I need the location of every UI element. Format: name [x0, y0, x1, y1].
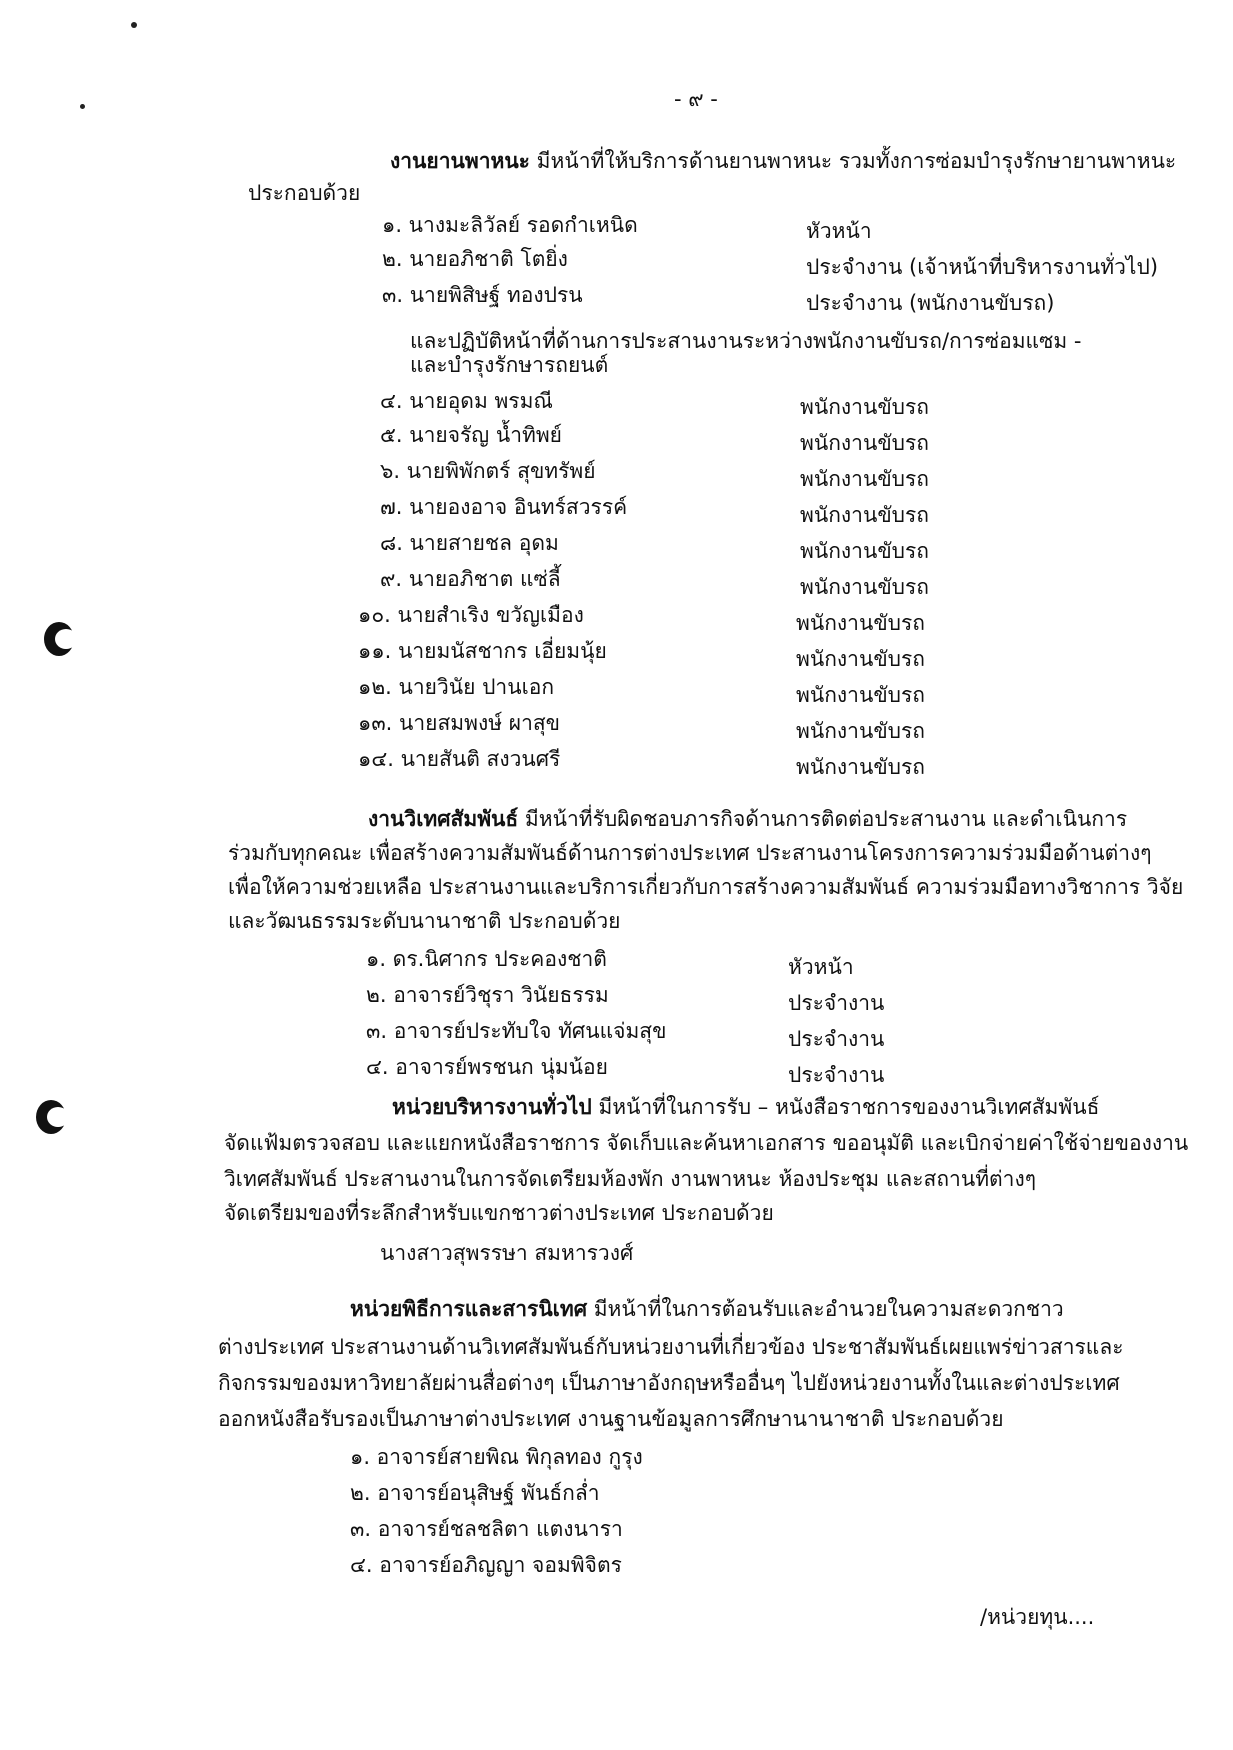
scan-dot: [80, 104, 85, 109]
general-body-line: จัดเตรียมของที่ระลึกสำหรับแขกชาวต่างประเทศ ประกอบด้วย: [224, 1201, 774, 1225]
driver-role: พนักงานขับรถ: [796, 647, 925, 671]
vehicle-member-name: ๓. นายพิสิษฐ์ ทองปรน: [382, 283, 583, 307]
driver-name: ๑๒. นายวินัย ปานเอก: [358, 675, 555, 699]
general-intro: [392, 1094, 1099, 1120]
driver-name: ๑๔. นายสันติ สงวนศรี: [358, 747, 561, 771]
driver-name: ๑๐. นายสำเริง ขวัญเมือง: [358, 603, 584, 627]
protocol-body-line: ต่างประเทศ ประสานงานด้านวิเทศสัมพันธ์กับหน่วยงานที่เกี่ยวข้อง ประชาสัมพันธ์เผยแพร่ข่าวสารและ: [218, 1335, 1124, 1359]
foreign-member-role: ประจำงาน: [788, 1027, 885, 1051]
driver-role: พนักงานขับรถ: [796, 611, 925, 635]
protocol-title: หน่วยพิธีการและสารนิเทศ: [350, 1297, 588, 1321]
driver-role: พนักงานขับรถ: [800, 503, 929, 527]
protocol-intro-text: มีหน้าที่ในการต้อนรับและอำนวยในความสะดวกชาว: [593, 1297, 1064, 1321]
vehicle-note: และบำรุงรักษารถยนต์: [410, 353, 609, 377]
binder-hole-icon: [44, 622, 74, 656]
vehicle-member-name: ๑. นางมะลิวัลย์ รอดกำเหนิด: [382, 213, 638, 237]
driver-role: พนักงานขับรถ: [800, 431, 929, 455]
driver-role: พนักงานขับรถ: [800, 467, 929, 491]
foreign-member-role: หัวหน้า: [788, 955, 854, 979]
driver-name: ๙. นายอภิชาต แซ่ลี้: [380, 567, 561, 591]
protocol-intro: [350, 1296, 1064, 1322]
foreign-member-name: ๑. ดร.นิศากร ประคองชาติ: [366, 947, 607, 971]
driver-name: ๗. นายองอาจ อินทร์สวรรค์: [380, 495, 628, 519]
page-number: - ๙ -: [674, 87, 718, 111]
protocol-body-line: กิจกรรมของมหาวิทยาลัยผ่านสื่อต่างๆ เป็นภาษาอังกฤษหรืออื่นๆ ไปยังหน่วยงานทั้งในและต่างประเทศ: [218, 1371, 1120, 1395]
general-title: หน่วยบริหารงานทั่วไป: [392, 1095, 592, 1119]
scan-dot: [131, 22, 137, 28]
driver-role: พนักงานขับรถ: [800, 539, 929, 563]
protocol-member-name: ๓. อาจารย์ชลชลิตา แตงนารา: [350, 1517, 623, 1541]
protocol-member-name: ๒. อาจารย์อนุสิษฐ์ พันธ์กล่ำ: [350, 1481, 600, 1505]
foreign-member-role: ประจำงาน: [788, 1063, 885, 1087]
vehicle-title: งานยานพาหนะ: [390, 149, 530, 173]
foreign-intro-text: มีหน้าที่รับผิดชอบภารกิจด้านการติดต่อประสานงาน และดำเนินการ: [524, 807, 1128, 831]
protocol-body-line: ออกหนังสือรับรองเป็นภาษาต่างประเทศ งานฐานข้อมูลการศึกษานานาชาติ ประกอบด้วย: [218, 1407, 1004, 1431]
general-intro-text: มีหน้าที่ในการรับ – หนังสือราชการของงานวิเทศสัมพันธ์: [598, 1095, 1100, 1119]
vehicle-member-role: ประจำงาน (พนักงานขับรถ): [806, 291, 1055, 315]
driver-name: ๑๑. นายมนัสชากร เอี่ยมนุ้ย: [358, 639, 607, 663]
driver-name: ๘. นายสายชล อุดม: [380, 531, 559, 555]
driver-role: พนักงานขับรถ: [796, 755, 925, 779]
vehicle-intro: [390, 148, 1176, 174]
general-body-line: จัดแฟ้มตรวจสอบ และแยกหนังสือราชการ จัดเก็บและค้นหาเอกสาร ขออนุมัติ และเบิกจ่ายค่าใช้จ่ายของงาน: [224, 1131, 1189, 1155]
general-body-line: วิเทศสัมพันธ์ ประสานงานในการจัดเตรียมห้องพัก งานพาหนะ ห้องประชุม และสถานที่ต่างๆ: [224, 1167, 1036, 1191]
driver-role: พนักงานขับรถ: [796, 683, 925, 707]
driver-role: พนักงานขับรถ: [800, 575, 929, 599]
vehicle-member-role: ประจำงาน (เจ้าหน้าที่บริหารงานทั่วไป): [806, 255, 1159, 279]
general-member-name: นางสาวสุพรรษา สมหารวงศ์: [380, 1241, 634, 1265]
foreign-member-name: ๒. อาจารย์วิชุรา วินัยธรรม: [366, 983, 609, 1007]
foreign-intro: [368, 806, 1127, 832]
vehicle-intro-text: มีหน้าที่ให้บริการด้านยานพาหนะ รวมทั้งการซ่อมบำรุงรักษายานพาหนะ: [536, 149, 1177, 173]
protocol-member-name: ๔. อาจารย์อภิญญา จอมพิจิตร: [350, 1553, 622, 1577]
foreign-body-line: เพื่อให้ความช่วยเหลือ ประสานงานและบริการเกี่ยวกับการสร้างความสัมพันธ์ ความร่วมมือทางวิชาการ วิจัย: [228, 875, 1184, 899]
driver-name: ๖. นายพิพักตร์ สุขทรัพย์: [380, 459, 596, 483]
driver-name: ๕. นายจรัญ น้ำทิพย์: [380, 423, 562, 447]
driver-role: พนักงานขับรถ: [800, 395, 929, 419]
foreign-body-line: ร่วมกับทุกคณะ เพื่อสร้างความสัมพันธ์ด้านการต่างประเทศ ประสานงานโครงการความร่วมมือด้านต่างๆ: [228, 841, 1152, 865]
driver-name: ๔. นายอุดม พรมณี: [380, 389, 553, 413]
vehicle-member-role: หัวหน้า: [806, 219, 872, 243]
foreign-member-name: ๔. อาจารย์พรชนก นุ่มน้อย: [366, 1055, 608, 1079]
foreign-member-name: ๓. อาจารย์ประทับใจ ทัศนแจ่มสุข: [366, 1019, 667, 1043]
vehicle-member-name: ๒. นายอภิชาติ โตยิ่ง: [382, 247, 568, 271]
foreign-body-line: และวัฒนธรรมระดับนานาชาติ ประกอบด้วย: [228, 909, 621, 933]
page-footer: /หน่วยทุน....: [980, 1605, 1095, 1629]
foreign-title: งานวิเทศสัมพันธ์: [368, 807, 519, 831]
vehicle-composed: ประกอบด้วย: [248, 181, 361, 205]
binder-hole-icon: [36, 1100, 66, 1134]
driver-role: พนักงานขับรถ: [796, 719, 925, 743]
protocol-member-name: ๑. อาจารย์สายพิณ พิกุลทอง กูรุง: [350, 1445, 643, 1469]
foreign-member-role: ประจำงาน: [788, 991, 885, 1015]
vehicle-note: และปฏิบัติหน้าที่ด้านการประสานงานระหว่างพนักงานขับรถ/การซ่อมแซม -: [410, 329, 1082, 353]
driver-name: ๑๓. นายสมพงษ์ ผาสุข: [358, 711, 561, 735]
